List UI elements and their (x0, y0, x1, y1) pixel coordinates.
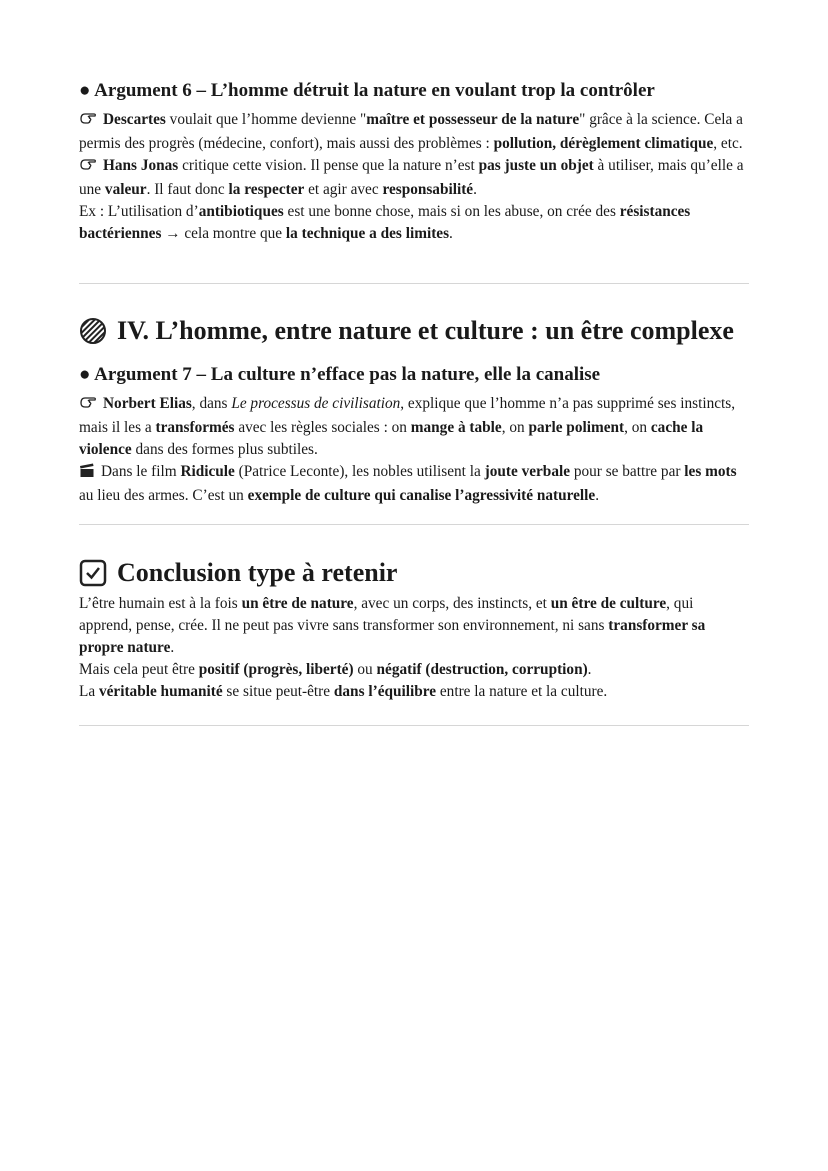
text: avec les règles sociales : on (234, 419, 411, 436)
text: . Il faut donc (146, 181, 229, 198)
text: au lieu des armes. C’est un (79, 487, 248, 504)
bold-text: transformer sa propre nature (79, 617, 706, 656)
text: (Patrice Leconte), les nobles utilisent la (234, 463, 485, 480)
divider (79, 283, 749, 284)
text: , etc. (713, 135, 743, 152)
argument-7-body (79, 393, 749, 507)
text: à utiliser, mais qu’elle a une (79, 157, 744, 198)
bold-text: pollution, dérèglement climatique (493, 135, 714, 152)
text: voulait que l’homme devienne " (165, 111, 367, 128)
italic-text: Le processus de civilisation (231, 395, 401, 412)
bold-text: joute verbale (484, 463, 571, 480)
bold-text: véritable humanité (98, 683, 223, 700)
bold-text: parle poliment (528, 419, 625, 436)
text: se situe peut-être (222, 683, 334, 700)
text: → cela montre que (161, 225, 286, 242)
text: . (170, 639, 175, 656)
text: , on (624, 419, 651, 436)
pointing-hand-icon (79, 157, 97, 179)
text: , avec un corps, des instincts, et (353, 595, 551, 612)
bold-text: cache la violence (79, 419, 704, 458)
divider (79, 725, 749, 726)
divider (79, 524, 749, 525)
bold-text: mange à table (410, 419, 502, 436)
conclusion-body (79, 593, 749, 703)
pointing-hand-icon (79, 395, 97, 417)
text: , qui apprend, pense, crée. Il ne peut pas vivre sans transformer son environnement, ni sans (79, 595, 694, 634)
bold-text: pas juste un objet (478, 157, 594, 174)
bold-text: valeur (104, 181, 147, 198)
bold-text: les mots (684, 463, 737, 480)
text: est une bonne chose, mais si on les abuse, on crée des (283, 203, 620, 220)
bold-text: résistances bactériennes (79, 203, 691, 242)
bold-text: la technique a des limites (285, 225, 450, 242)
argument-7-heading: ● Argument 7 – La culture n’efface pas la nature, elle la canalise (79, 364, 601, 385)
bold-text: responsabilité (382, 181, 474, 198)
text: Dans le film (101, 463, 181, 480)
bold-text: Hans Jonas (103, 157, 179, 174)
hatched-circle-icon (79, 317, 107, 345)
text: " grâce à la science. Cela a permis des progrès (médecine, confort), mais aussi des problèmes : (79, 111, 743, 152)
section-4-heading (79, 315, 749, 347)
paragraph-line (79, 109, 749, 155)
argument-6-heading: ● Argument 6 – L’homme détruit la nature en voulant trop la contrôler (79, 80, 655, 101)
bold-text: transformés (155, 419, 235, 436)
paragraph-line (79, 393, 749, 461)
section-4-title: IV. L’homme, entre nature et culture : un être complexe (117, 316, 734, 345)
conclusion-title: Conclusion type à retenir (117, 558, 398, 587)
paragraph-line (79, 681, 749, 703)
bold-text: la respecter (228, 181, 305, 198)
paragraph-line (79, 201, 749, 245)
text: Mais cela peut être (79, 661, 199, 678)
text: . (449, 225, 453, 242)
text: entre la nature et la culture. (436, 683, 608, 700)
checkbox-checked-icon (79, 559, 107, 587)
bold-text: Ridicule (180, 463, 235, 480)
text: et agir avec (304, 181, 383, 198)
bold-text: un être de nature (241, 595, 354, 612)
argument-6 (79, 79, 749, 245)
text: Ex : L’utilisation d’ (79, 203, 199, 220)
text: La (79, 683, 99, 700)
paragraph-line (79, 593, 749, 659)
paragraph-line (79, 659, 749, 681)
text: . (587, 661, 592, 678)
bold-text: Descartes (103, 111, 166, 128)
text: . (595, 487, 600, 504)
bold-text: négatif (destruction, corruption) (376, 661, 588, 678)
bold-text: antibiotiques (198, 203, 284, 220)
clapperboard-icon (79, 463, 95, 485)
text: , explique que l’homme n’a pas supprimé ses instincts, mais il les a (79, 395, 736, 436)
section-4 (79, 315, 749, 507)
text: L’être humain est à la fois (79, 595, 242, 612)
bold-text: positif (progrès, liberté) (198, 661, 354, 678)
pointing-hand-icon (79, 111, 97, 133)
text: dans des formes plus subtiles. (131, 441, 318, 458)
bold-text: dans l’équilibre (333, 683, 437, 700)
text: pour se battre par (570, 463, 685, 480)
conclusion (79, 557, 749, 703)
text: ou (353, 661, 377, 678)
argument-6-body (79, 109, 749, 245)
conclusion-heading (79, 557, 749, 589)
text: . (473, 181, 477, 198)
text: critique cette vision. Il pense que la nature n’est (178, 157, 479, 174)
bold-text: maître et possesseur de la nature (366, 111, 580, 128)
paragraph-line (79, 461, 749, 507)
text: , on (501, 419, 529, 436)
bold-text: un être de culture (550, 595, 667, 612)
paragraph-line (79, 155, 749, 201)
bold-text: Norbert Elias (103, 395, 192, 412)
text: , dans (191, 395, 232, 412)
bold-text: exemple de culture qui canalise l’agressivité naturelle (247, 487, 596, 504)
